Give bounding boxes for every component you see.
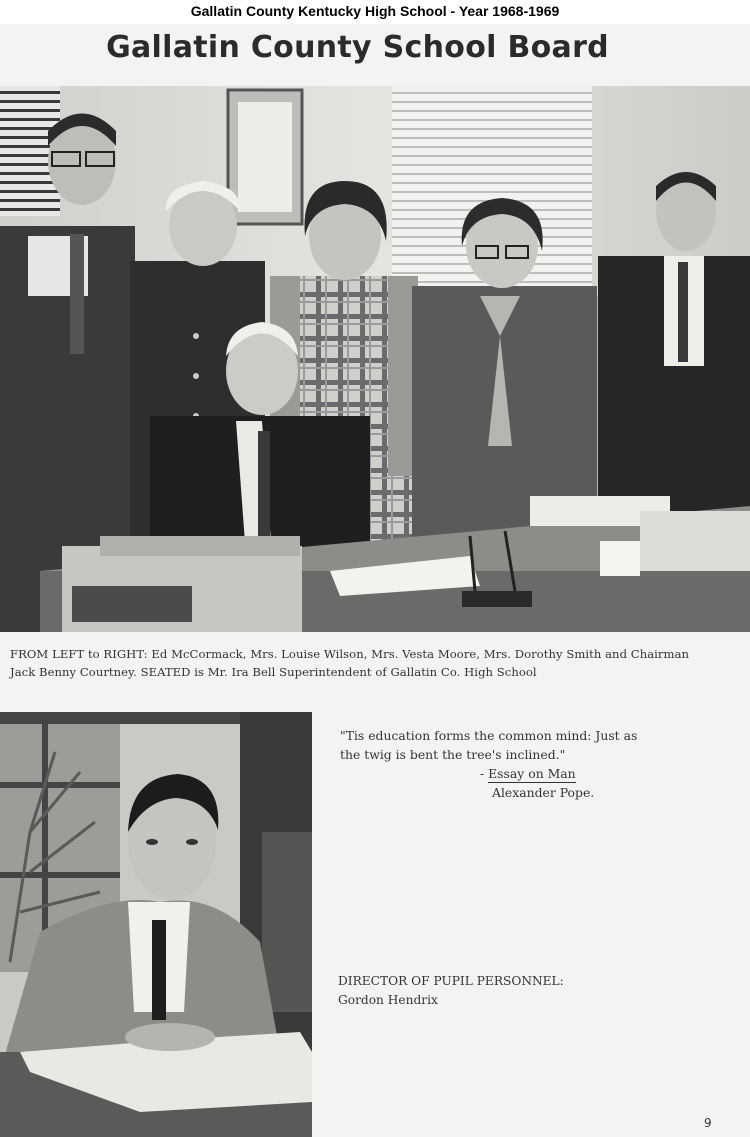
header-banner: Gallatin County Kentucky High School - Year 1968-1969 <box>0 0 750 24</box>
quote-source-title: Essay on Man <box>488 766 576 781</box>
group-photo <box>0 86 750 632</box>
portrait-photo <box>0 712 312 1137</box>
director-role: DIRECTOR OF PUPIL PERSONNEL: <box>338 974 564 988</box>
quote-block <box>340 726 670 802</box>
quote-source <box>340 764 670 783</box>
quote-source-prefix: - <box>480 766 489 781</box>
portrait-photo-image <box>0 712 312 1137</box>
quote-author: Alexander Pope. <box>492 785 595 800</box>
director-name: Gordon Hendrix <box>338 993 438 1007</box>
director-caption <box>338 972 638 1010</box>
caption-line-1: FROM LEFT to RIGHT: Ed McCormack, Mrs. Louise Wilson, Mrs. Vesta Moore, Mrs. Dorothy Smith and Chairman <box>10 647 690 661</box>
quote-line-1: "Tis education forms the common mind: Just as <box>340 728 638 743</box>
group-photo-caption <box>10 645 740 681</box>
page-number: 9 <box>704 1116 712 1130</box>
group-photo-image <box>0 86 750 632</box>
quote-line-2: the twig is bent the tree's inclined." <box>340 747 566 762</box>
page-title: Gallatin County School Board <box>106 30 609 65</box>
caption-line-2: Jack Benny Courtney. SEATED is Mr. Ira Bell Superintendent of Gallatin Co. High School <box>10 665 537 679</box>
